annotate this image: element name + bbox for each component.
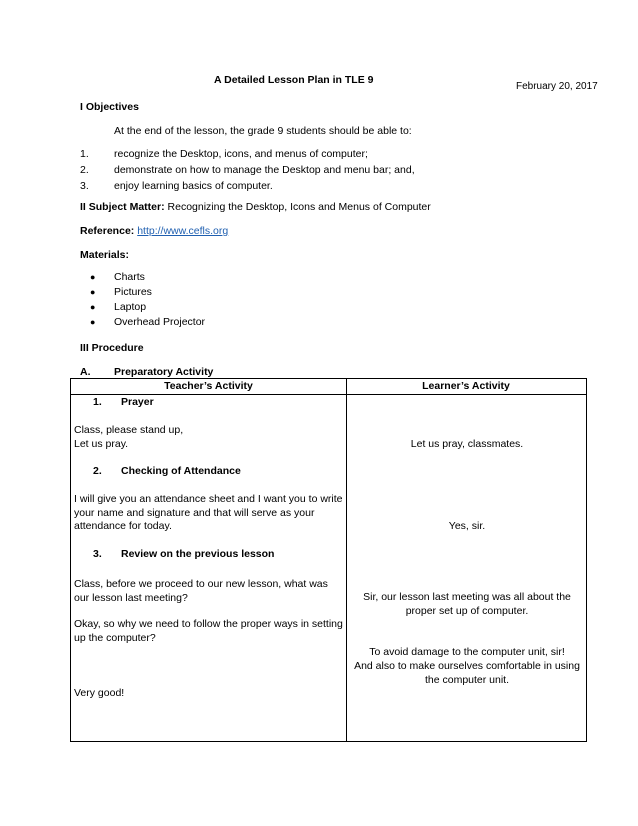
subject-matter — [80, 201, 431, 213]
column-header-teacher: Teacher’s Activity — [164, 380, 253, 392]
reference — [80, 225, 228, 237]
teacher-review-question: Class, before we proceed to our new lesson, what was our lesson last meeting? — [74, 578, 328, 604]
teacher-attendance: I will give you an attendance sheet and I want you to write your name and signature and that will serve as your attendance for today. — [74, 493, 343, 532]
bullet-icon: ● — [90, 302, 96, 312]
subject-matter-label: II Subject Matter: — [80, 201, 165, 213]
list-item — [90, 270, 205, 285]
bullet-icon: ● — [90, 272, 96, 282]
materials-heading: Materials: — [80, 249, 130, 261]
document-date: February 20, 2017 — [516, 81, 598, 92]
column-header-learner: Learner’s Activity — [422, 380, 510, 392]
item-text: recognize the Desktop, icons, and menus of computer; — [114, 148, 368, 160]
step-attendance — [93, 465, 241, 479]
objectives-list — [80, 146, 415, 194]
learner-review-answer: Sir, our lesson last meeting was all about the proper set up of computer. — [363, 591, 571, 617]
list-item — [90, 300, 205, 315]
list-item — [80, 178, 415, 194]
step-review — [93, 548, 274, 562]
step-prayer — [93, 396, 154, 410]
teacher-prayer-line2: Let us pray. — [74, 438, 129, 450]
list-item — [90, 285, 205, 300]
table-header — [71, 379, 586, 395]
reference-label: Reference: — [80, 225, 135, 237]
step-label: Review on the previous lesson — [121, 548, 275, 560]
teacher-praise: Very good! — [74, 687, 125, 699]
reference-link[interactable]: http://www.cefls.org — [137, 225, 229, 237]
teacher-prayer-line1: Class, please stand up, — [74, 424, 184, 436]
list-item — [80, 146, 415, 162]
learner-prayer: Let us pray, classmates. — [410, 438, 524, 450]
item-number: 2. — [80, 164, 89, 176]
preparatory-activity-heading — [80, 366, 213, 378]
item-number: A. — [80, 366, 91, 378]
item-text: demonstrate on how to manage the Desktop and menu bar; and, — [114, 164, 415, 176]
list-item — [80, 162, 415, 178]
activity-table — [70, 378, 587, 742]
bullet-icon: ● — [90, 287, 96, 297]
item-text: Pictures — [114, 286, 152, 298]
item-text: Overhead Projector — [114, 316, 206, 328]
step-label: Prayer — [121, 396, 154, 408]
item-text: Preparatory Activity — [114, 366, 214, 378]
list-item — [90, 315, 205, 330]
bullet-icon: ● — [90, 317, 96, 327]
step-number: 1. — [93, 396, 102, 408]
item-number: 1. — [80, 148, 89, 160]
subject-matter-text: Recognizing the Desktop, Icons and Menus of Computer — [164, 201, 431, 213]
item-text: Laptop — [114, 301, 147, 313]
procedure-heading: III Procedure — [80, 342, 144, 354]
item-number: 3. — [80, 180, 89, 192]
document-title: A Detailed Lesson Plan in TLE 9 — [214, 74, 374, 86]
step-number: 2. — [93, 465, 102, 477]
objectives-heading: I Objectives — [80, 101, 139, 113]
teacher-followup-question: Okay, so why we need to follow the proper ways in setting up the computer? — [74, 618, 343, 644]
objectives-intro: At the end of the lesson, the grade 9 students should be able to: — [114, 125, 412, 137]
item-text: Charts — [114, 271, 145, 283]
step-number: 3. — [93, 548, 102, 560]
materials-list — [90, 270, 205, 330]
learner-attendance: Yes, sir. — [448, 520, 486, 532]
step-label: Checking of Attendance — [121, 465, 241, 477]
column-divider — [346, 379, 347, 741]
item-text: enjoy learning basics of computer. — [114, 180, 273, 192]
learner-followup-answer-line2: And also to make ourselves comfortable in using the computer unit. — [354, 660, 580, 686]
learner-followup-answer-line1: To avoid damage to the computer unit, sir! — [369, 646, 565, 658]
